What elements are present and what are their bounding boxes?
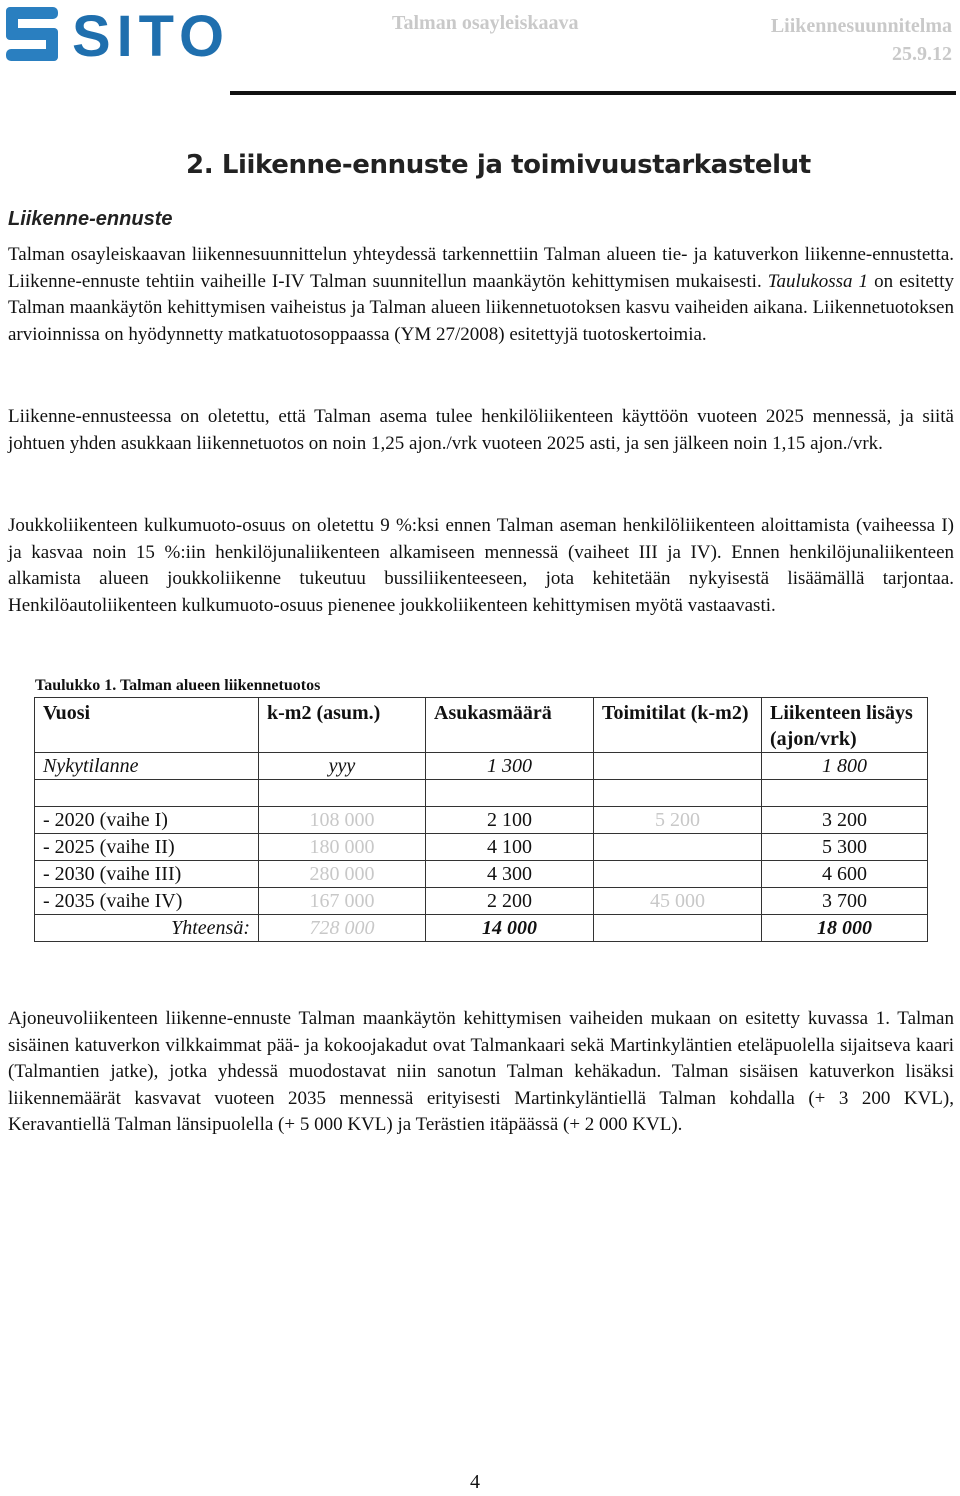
- document-subtitle-block: [732, 12, 952, 68]
- table-cell: [594, 753, 762, 780]
- header-cell: Toimitilat (k-m2): [594, 698, 762, 753]
- sito-logo: [6, 7, 232, 61]
- table-cell: [762, 780, 928, 807]
- table-cell: 4 600: [762, 861, 928, 888]
- table-cell: - 2020 (vaihe I): [35, 807, 259, 834]
- table-cell: - 2025 (vaihe II): [35, 834, 259, 861]
- page-number: 4: [470, 1471, 480, 1493]
- table-row-empty: [35, 780, 928, 807]
- table-cell: 180 000: [259, 834, 426, 861]
- table-cell: 728 000: [259, 915, 426, 942]
- table-cell: 280 000: [259, 861, 426, 888]
- table-cell: 18 000: [762, 915, 928, 942]
- table-cell: [594, 780, 762, 807]
- header-cell: Vuosi: [35, 698, 259, 753]
- table-reference: Taulukossa 1: [767, 270, 869, 292]
- table-cell: [35, 780, 259, 807]
- table-cell: - 2035 (vaihe IV): [35, 888, 259, 915]
- table-cell: 3 200: [762, 807, 928, 834]
- table-cell: [259, 780, 426, 807]
- table-cell: Yhteensä:: [35, 915, 259, 942]
- table-caption: Taulukko 1. Talman alueen liikennetuotos: [35, 677, 321, 694]
- document-subtitle: Liikennesuunnitelma: [770, 15, 952, 37]
- table-cell: 2 100: [426, 807, 594, 834]
- paragraph-1-text-a: Talman osayleiskaavan liikennesuunnittelun yhteydessä tarkennettiin Talman alueen tie- ja katuverkon liikenne-ennustetta. Liikenne-ennuste tehtiin vaiheille I-IV Talman suunnitellun maankäytön kehittymisen mukaisesti.: [8, 244, 954, 292]
- table-cell: [594, 915, 762, 942]
- table-cell: [426, 780, 594, 807]
- table-cell: Nykytilanne: [35, 753, 259, 780]
- document-title: Talman osayleiskaava: [392, 12, 579, 34]
- table-row: [35, 861, 928, 888]
- table-cell: [594, 861, 762, 888]
- section-heading: 2. Liikenne-ennuste ja toimivuustarkastelut: [186, 150, 811, 180]
- table-header-row: [35, 698, 928, 753]
- table-cell: yyy: [259, 753, 426, 780]
- table-cell: 2 200: [426, 888, 594, 915]
- header-cell: Asukasmäärä: [426, 698, 594, 753]
- svg-text:SITO: SITO: [72, 7, 230, 61]
- table-row-current: [35, 753, 928, 780]
- table-cell: 4 300: [426, 861, 594, 888]
- header-rule: [230, 91, 956, 95]
- paragraph-2: Liikenne-ennusteessa on oletettu, että Talman asema tulee henkilöliikenteen käyttöön vuoteen 2025 mennessä, ja siitä johtuen yhden asukkaan liikennetuotos on noin 1,25 ajon./vrk vuoteen 2025 asti, ja sen jälkeen noin 1,15 ajon./vrk.: [8, 406, 954, 454]
- table-row: [35, 807, 928, 834]
- table-cell: [594, 834, 762, 861]
- table-cell: 3 700: [762, 888, 928, 915]
- table-cell: 1 800: [762, 753, 928, 780]
- table-cell: 4 100: [426, 834, 594, 861]
- paragraph-1-text-b: on esitetty Talman maankäytön kehittymisen vaiheistus ja Talman alueen liikennetuotoksen kasvu vaiheiden aikana. Liikennetuotoksen arvioinnissa on hyödynnetty matkatuotosoppaassa (YM 27/2008) esitettyjä tuotoskertoimia.: [8, 270, 954, 345]
- table-cell: 45 000: [594, 888, 762, 915]
- table-row: [35, 888, 928, 915]
- table-cell: - 2030 (vaihe III): [35, 861, 259, 888]
- paragraph-4: Ajoneuvoliikenteen liikenne-ennuste Talman maankäytön kehittymisen vaiheiden mukaan on esitetty kuvassa 1. Talman sisäinen katuverkon vilkkaimmat pää- ja kokoojakadut ovat Talmankaari sekä Martinkyläntien eteläpuolella sijaitseva kaari (Talmantien jatke), jotka yhdessä muodostavat niin sanotun Talman kehäkadun. Talman sisäisen katuverkon lisäksi liikennemäärät kasvavat vuoteen 2035 mennessä erityisesti Martinkyläntiellä Talman kohdalla (+ 3 200 KVL), Keravantiellä Talman länsipuolella (+ 5 000 KVL) ja Terästien itäpäässä (+ 2 000 KVL).: [8, 1008, 954, 1136]
- table-cell: 108 000: [259, 807, 426, 834]
- table-cell: 167 000: [259, 888, 426, 915]
- subsection-heading: Liikenne-ennuste: [8, 208, 173, 230]
- document-date: 25.9.12: [892, 43, 952, 65]
- table-row: [35, 834, 928, 861]
- table-cell: 5 300: [762, 834, 928, 861]
- paragraph-1: [8, 242, 954, 348]
- traffic-table: [34, 697, 928, 942]
- header-cell: Liikenteen lisäys (ajon/vrk): [762, 698, 928, 753]
- table-row-total: [35, 915, 928, 942]
- table-cell: 5 200: [594, 807, 762, 834]
- header-cell: k-m2 (asum.): [259, 698, 426, 753]
- paragraph-3: Joukkoliikenteen kulkumuoto-osuus on oletettu 9 %:ksi ennen Talman aseman henkilöliikenteen aloittamista (vaiheessa I) ja kasvaa noin 15 %:iin henkilöjunaliikenteen alkamiseen mennessä (vaiheet III ja IV). Ennen henkilöjunaliikenteen alkamista alueen joukkoliikenne tukeutuu bussiliikenteeseen, jota kehitetään nykyisestä lisäämällä tarjontaa. Henkilöautoliikenteen kulkumuoto-osuus pienenee joukkoliikenteen kehittymisen myötä vastaavasti.: [8, 515, 954, 616]
- table-cell: 1 300: [426, 753, 594, 780]
- table-cell: 14 000: [426, 915, 594, 942]
